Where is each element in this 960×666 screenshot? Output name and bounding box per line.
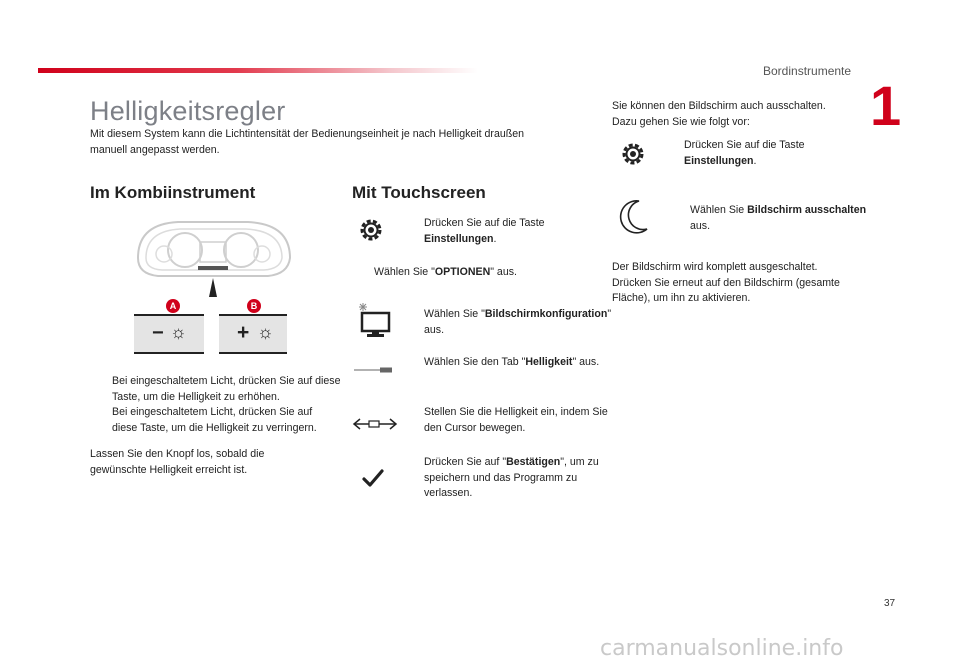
page-number: 37 (884, 598, 896, 609)
moon-icon (617, 198, 651, 236)
sun-icon: ☼ (257, 322, 274, 342)
brightness-down-button[interactable] (134, 314, 204, 354)
header-accent-bar (38, 68, 478, 73)
screen-off-intro: Sie können den Bildschirm auch ausschalten. Dazu gehen Sie wie folgt vor: (612, 100, 826, 128)
heading-kombiinstrument: Im Kombiinstrument (90, 183, 256, 202)
intro-text: Mit diesem System kann die Lichtintensität der Bedienungseinheit je nach Helligkeit draußen manuell angepasst werden. (90, 128, 524, 156)
sun-icon: ☼ (170, 322, 187, 342)
touch-step-3: Wählen Sie "Bildschirmkonfiguration" aus. (424, 308, 612, 336)
label-a-badge: A (166, 299, 180, 313)
touch-step-1: Drücken Sie auf die Taste Einstellungen. (424, 217, 545, 245)
slider-cursor-icon (352, 417, 398, 431)
minus-icon: − (152, 322, 164, 344)
section-title: Bordinstrumente (763, 64, 852, 78)
checkmark-icon (362, 469, 384, 487)
chapter-number: 1 (870, 74, 902, 137)
screen-off-step-2: Wählen Sie Bildschirm ausschalten aus. (690, 204, 867, 232)
kombi-bullet-1: Bei eingeschaltetem Licht, drücken Sie auf diese Taste, um die Helligkeit zu erhöhen. (112, 375, 341, 403)
touch-step-5: Stellen Sie die Helligkeit ein, indem Sie den Cursor bewegen. (424, 406, 608, 434)
brightness-up-button[interactable] (219, 314, 287, 354)
kombi-bullet-2: Bei eingeschaltetem Licht, drücken Sie auf diese Taste, um die Helligkeit zu verringern. (112, 406, 317, 434)
screen-off-step-1: Drücken Sie auf die Taste Einstellungen. (684, 139, 805, 167)
brightness-tab-icon (352, 365, 397, 375)
touch-step-2: Wählen Sie "OPTIONEN" aus. (374, 266, 517, 278)
watermark: carmanualsonline.info (600, 636, 844, 661)
screen-off-closing: Der Bildschirm wird komplett ausgeschaltet. Drücken Sie erneut auf den Bildschirm (gesamte Fläche), um ihn zu aktivieren. (612, 261, 840, 304)
screen-configuration-icon (355, 302, 395, 338)
label-b-badge: B (247, 299, 261, 313)
plus-icon: + (237, 321, 250, 344)
instrument-cluster-illustration (128, 218, 298, 298)
settings-gear-icon (357, 216, 385, 244)
heading-touchscreen: Mit Touchscreen (352, 183, 486, 202)
touch-step-6: Drücken Sie auf "Bestätigen", um zu speichern und das Programm zu verlassen. (424, 456, 599, 499)
settings-gear-icon (619, 140, 647, 168)
page-title: Helligkeitsregler (90, 96, 286, 126)
touch-step-4: Wählen Sie den Tab "Helligkeit" aus. (424, 356, 600, 368)
kombi-closing-text: Lassen Sie den Knopf los, sobald die gewünschte Helligkeit erreicht ist. (90, 448, 265, 476)
